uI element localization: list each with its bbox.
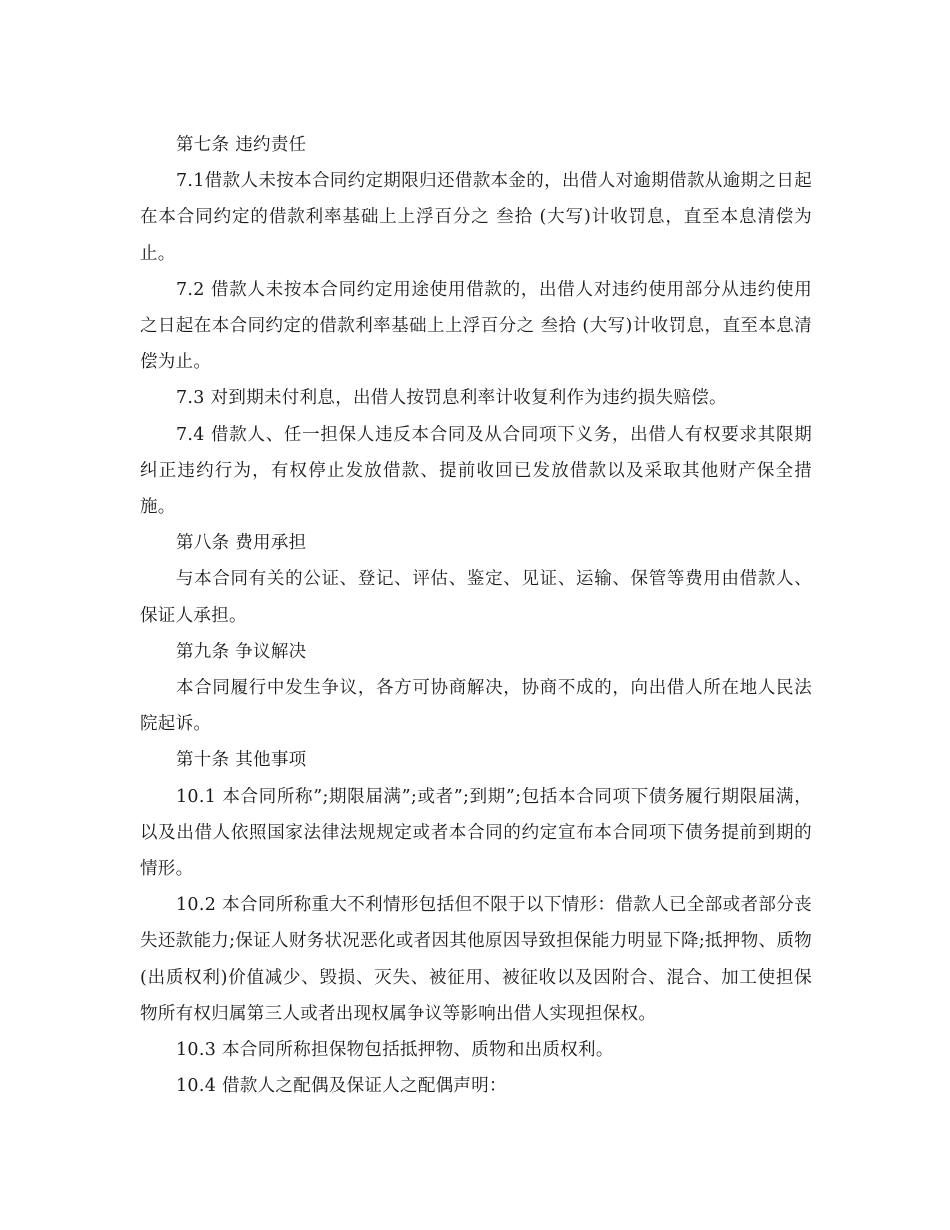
clause-10-3: 10.3 本合同所称担保物包括抵押物、质物和出质权利。: [176, 1040, 614, 1061]
clause-7-2: 7.2 借款人未按本合同约定用途使用借款的，出借人对违约使用部分从违约使用之日起在本合同约定的借款利率基础上上浮百分之 叁拾 (大写)计收罚息，直至本息清偿为止。: [140, 279, 812, 373]
clause-7-1: 7.1借款人未按本合同约定期限归还借款本金的，出借人对逾期借款从逾期之日起在本合同约定的借款利率基础上上浮百分之 叁拾 (大写)计收罚息，直至本息清偿为止。: [140, 171, 812, 264]
clause-10-2: 10.2 本合同所称重大不利情形包括但不限于以下情形：借款人已全部或者部分丧失还款能力;保证人财务状况恶化或者因其他原因导致担保能力明显下降;抵押物、质物(出质权利)价值减少、毁损、灭失、被征用、被征收以及因附合、混合、加工使担保物所有权归属第三人或者出现权属争议等影响出借人实现担保权。: [140, 895, 812, 1024]
article-8-heading: 第八条 费用承担: [176, 533, 307, 554]
clause-10-4: 10.4 借款人之配偶及保证人之配偶声明：: [176, 1076, 507, 1097]
article-9-body: 本合同履行中发生争议，各方可协商解决，协商不成的，向出借人所在地人民法院起诉。: [140, 678, 812, 735]
clause-10-1: 10.1 本合同所称”;期限届满”;或者”;到期”;包括本合同项下债务履行期限届满，以及出借人依照国家法律法规规定或者本合同的约定宣布本合同项下债务提前到期的情形。: [140, 786, 812, 880]
article-10-heading: 第十条 其他事项: [176, 750, 307, 771]
article-8-body: 与本合同有关的公证、登记、评估、鉴定、见证、运输、保管等费用由借款人、保证人承担。: [140, 569, 812, 626]
clause-7-3: 7.3 对到期未付利息，出借人按罚息利率计收复利作为违约损失赔偿。: [176, 388, 727, 409]
document-body: [140, 127, 812, 1104]
article-7-heading: 第七条 违约责任: [176, 135, 307, 155]
article-9-heading: 第九条 争议解决: [176, 641, 307, 662]
clause-7-4: 7.4 借款人、任一担保人违反本合同及从合同项下义务，出借人有权要求其限期纠正违约行为，有权停止发放借款、提前收回已发放借款以及采取其他财产保全措施。: [140, 424, 812, 518]
